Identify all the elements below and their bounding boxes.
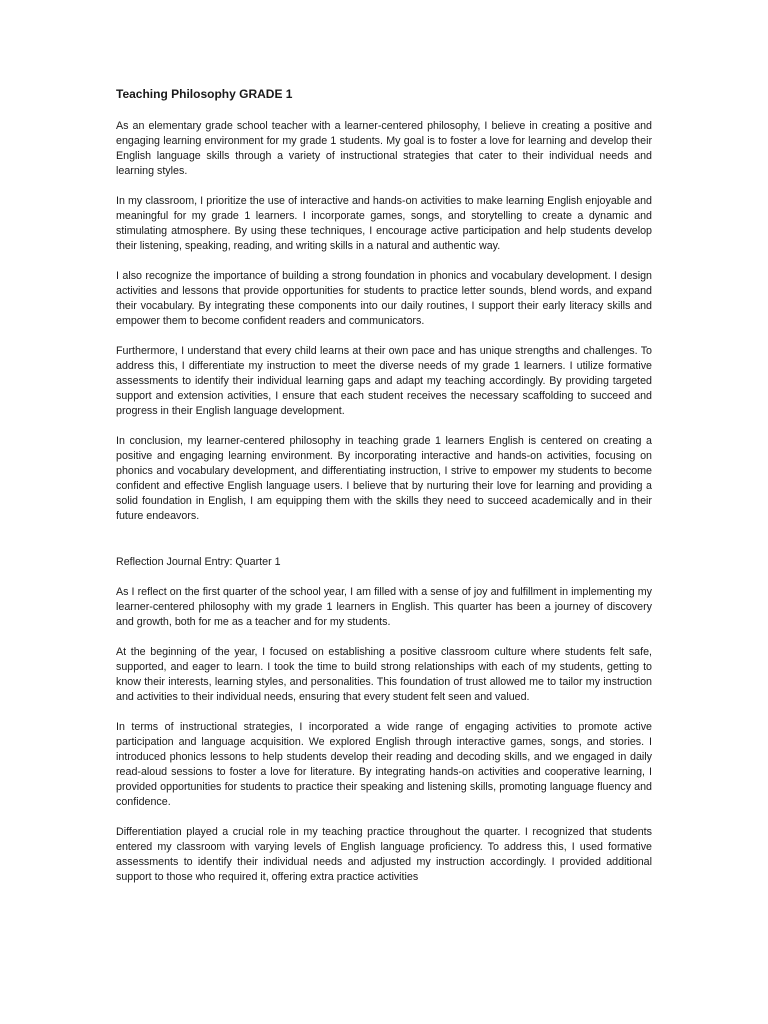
reflection-paragraph: At the beginning of the year, I focused on establishing a positive classroom culture where students felt safe, supported, and eager to learn. I took the time to build strong relationships with each of my students, getting to know their interests, learning styles, and personalities. This foundation of trust allowed me to tailor my instruction and activities to their individual needs, ensuring that every student felt seen and valued. [116,646,652,703]
page-title: Teaching Philosophy GRADE 1 [116,87,293,101]
philosophy-paragraph: In my classroom, I prioritize the use of interactive and hands-on activities to make learning English enjoyable and meaningful for my grade 1 learners. I incorporate games, songs, and storytelling to create a dynamic and stimulating atmosphere. By using these techniques, I encourage active participation and help students develop their listening, speaking, reading, and writing skills in a natural and authentic way. [116,195,652,252]
philosophy-paragraph: As an elementary grade school teacher with a learner-centered philosophy, I believe in creating a positive and engaging learning environment for my grade 1 students. My goal is to foster a love for learning and develop their English language skills through a variety of instructional strategies that cater to their individual needs and learning styles. [116,120,652,177]
document-page [116,86,652,900]
reflection-paragraph: As I reflect on the first quarter of the school year, I am filled with a sense of joy and fulfillment in implementing my learner-centered philosophy with my grade 1 learners in English. This quarter has been a journey of discovery and growth, both for me as a teacher and for my students. [116,586,652,628]
reflection-paragraph: In terms of instructional strategies, I incorporated a wide range of engaging activities to promote active participation and language acquisition. We explored English through interactive games, songs, and stories. I introduced phonics lessons to help students develop their reading and decoding skills, and we engaged in daily read-aloud sessions to foster a love for literature. By integrating hands-on activities and cooperative learning, I provided opportunities for students to practice their speaking and listening skills, promoting language fluency and confidence. [116,721,652,808]
reflection-paragraph: Differentiation played a crucial role in my teaching practice throughout the quarter. I recognized that students entered my classroom with varying levels of English language proficiency. To address this, I used formative assessments to identify their individual needs and adjusted my instruction accordingly. I provided additional support to those who required it, offering extra practice activities [116,826,652,883]
philosophy-paragraph: In conclusion, my learner-centered philosophy in teaching grade 1 learners English is centered on creating a positive and engaging learning environment. By incorporating interactive and hands-on activities, focusing on phonics and vocabulary development, and differentiating instruction, I strive to empower my students to become confident and effective English language users. I believe that by nurturing their love for learning and providing a solid foundation in English, I am equipping them with the skills they need to succeed academically and in their future endeavors. [116,435,652,522]
reflection-heading: Reflection Journal Entry: Quarter 1 [116,556,281,568]
philosophy-paragraph: I also recognize the importance of building a strong foundation in phonics and vocabulary development. I design activities and lessons that provide opportunities for students to practice letter sounds, blend words, and expand their vocabulary. By integrating these components into our daily routines, I support their early literacy skills and empower them to become confident readers and communicators. [116,270,652,327]
philosophy-paragraph: Furthermore, I understand that every child learns at their own pace and has unique strengths and challenges. To address this, I differentiate my instruction to meet the diverse needs of my grade 1 learners. I utilize formative assessments to identify their individual learning gaps and adapt my teaching accordingly. By providing targeted support and extension activities, I ensure that each student receives the necessary scaffolding to succeed and progress in their English language development. [116,345,652,417]
